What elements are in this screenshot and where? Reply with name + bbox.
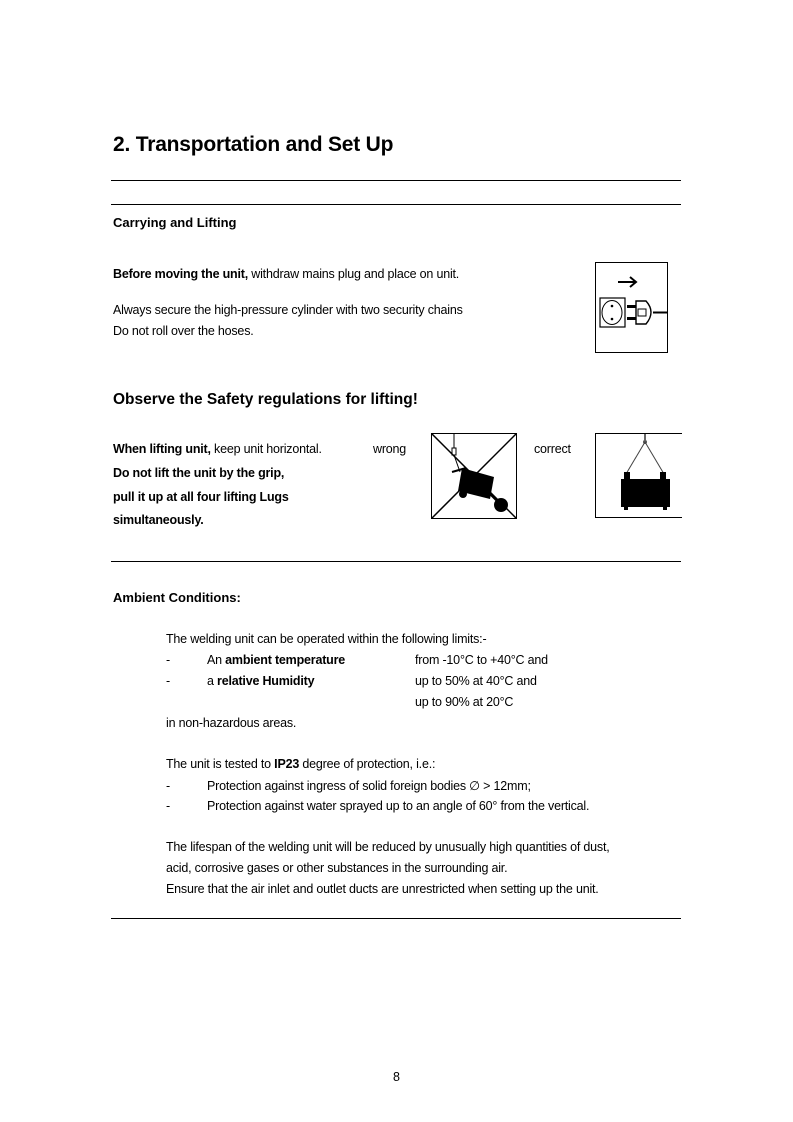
item-prefix: An bbox=[207, 653, 226, 667]
divider bbox=[111, 204, 681, 205]
ensure-ducts: Ensure that the air inlet and outlet ducts are unrestricted when setting up the unit. bbox=[166, 882, 599, 896]
item-bold: ambient temperature bbox=[225, 653, 346, 667]
ambient-item-temperature bbox=[166, 653, 666, 667]
page-number: 8 bbox=[393, 1070, 400, 1084]
bold-lead: Before moving the unit, bbox=[113, 267, 248, 281]
ambient-item-humidity bbox=[166, 674, 666, 688]
item-text: Protection against ingress of solid foreign bodies ∅ > 12mm; bbox=[207, 779, 531, 793]
item-value: from -10°C to +40°C and bbox=[415, 653, 548, 667]
bullet-dash: - bbox=[166, 779, 170, 793]
item-bold: relative Humidity bbox=[217, 674, 315, 688]
ip-rating-line bbox=[166, 757, 435, 771]
bullet-dash: - bbox=[166, 799, 170, 813]
bullet-dash: - bbox=[166, 653, 170, 667]
unplug-mains-icon bbox=[595, 262, 668, 353]
lifting-instruction-4: simultaneously. bbox=[113, 513, 204, 527]
lifting-instruction-3: pull it up at all four lifting Lugs bbox=[113, 490, 289, 504]
text: keep unit horizontal. bbox=[210, 442, 322, 456]
ip-item-solids bbox=[166, 778, 531, 793]
item-prefix: a bbox=[207, 674, 218, 688]
divider bbox=[111, 561, 681, 562]
bold-lead: When lifting unit, bbox=[113, 442, 211, 456]
lifting-instruction-1 bbox=[113, 442, 322, 456]
text: The unit is tested to bbox=[166, 757, 275, 771]
paragraph-before-moving bbox=[113, 267, 459, 281]
item-text: Protection against water sprayed up to an angle of 60° from the vertical. bbox=[207, 799, 590, 813]
item-value: up to 50% at 40°C and bbox=[415, 674, 537, 688]
ambient-areas: in non-hazardous areas. bbox=[166, 716, 297, 730]
text: withdraw mains plug and place on unit. bbox=[248, 267, 460, 281]
ambient-intro: The welding unit can be operated within the following limits:- bbox=[166, 632, 487, 646]
divider bbox=[111, 180, 681, 181]
correct-label: correct bbox=[534, 442, 571, 456]
section-heading-lifting: Observe the Safety regulations for lifting! bbox=[113, 391, 418, 408]
page-title: 2. Transportation and Set Up bbox=[113, 133, 394, 156]
correct-lifting-icon bbox=[595, 433, 682, 518]
text: degree of protection, i.e.: bbox=[299, 757, 436, 771]
wrong-lifting-icon bbox=[431, 433, 517, 519]
section-heading-carrying: Carrying and Lifting bbox=[113, 215, 237, 230]
wrong-label: wrong bbox=[373, 442, 407, 456]
paragraph-cylinder: Always secure the high-pressure cylinder with two security chains bbox=[113, 303, 463, 317]
divider bbox=[111, 918, 681, 919]
lifting-instruction-2: Do not lift the unit by the grip, bbox=[113, 466, 285, 480]
ip-code: IP23 bbox=[274, 757, 300, 771]
paragraph-hoses: Do not roll over the hoses. bbox=[113, 324, 254, 338]
lifespan-line-1: The lifespan of the welding unit will be reduced by unusually high quantities of dust, bbox=[166, 840, 610, 854]
lifespan-line-2: acid, corrosive gases or other substances in the surrounding air. bbox=[166, 861, 508, 875]
section-heading-ambient: Ambient Conditions: bbox=[113, 590, 241, 605]
ip-item-water bbox=[166, 799, 589, 813]
bullet-dash: - bbox=[166, 674, 170, 688]
humidity-extra-value: up to 90% at 20°C bbox=[415, 695, 514, 709]
